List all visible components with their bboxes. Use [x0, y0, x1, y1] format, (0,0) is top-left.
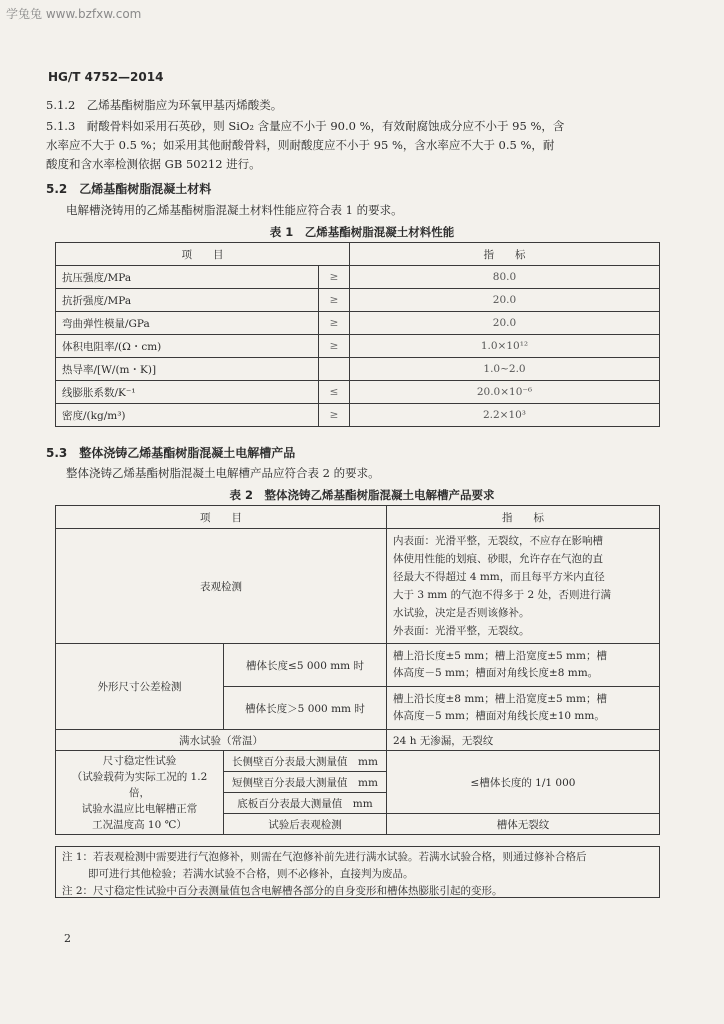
table1-symbol: ≥ — [319, 312, 350, 335]
table1-symbol: ≥ — [319, 335, 350, 358]
table1-value: 2.2×10³ — [350, 404, 660, 427]
note-2: 注 2：尺寸稳定性试验中百分表测量值包含电解槽各部分的自身变形和槽体热膨胀引起的变形。 — [62, 885, 503, 897]
stability-label-line: 工况温度高 10 ℃） — [92, 818, 187, 831]
clause-5-3-text: 整体浇铸乙烯基酯树脂混凝土电解槽产品应符合表 2 的要求。 — [66, 466, 380, 480]
stability-label-line: 试验水温应比电解槽正常 — [81, 802, 198, 815]
stability-sub-2: 短侧壁百分表最大测量值 mm — [224, 772, 387, 793]
stability-test-label — [56, 751, 224, 835]
dimension-value-line: 体高度－5 mm；槽面对角线长度±8 mm。 — [393, 667, 599, 679]
surface-inner-line: 体使用性能的划痕、砂眼，允许存在气泡的直 — [393, 553, 603, 565]
table-row — [56, 730, 660, 751]
dimension-value-line: 槽上沿长度±5 mm；槽上沿宽度±5 mm；槽 — [393, 650, 607, 662]
table1-symbol: ≥ — [319, 404, 350, 427]
table2-header-index: 指 标 — [387, 506, 660, 529]
surface-inner-line: 内表面：光滑平整，无裂纹，不应存在影响槽 — [393, 535, 603, 547]
stability-sub-1: 长侧壁百分表最大测量值 mm — [224, 751, 387, 772]
table1-item: 弯曲弹性模量/GPa — [56, 312, 319, 335]
table1-value: 20.0 — [350, 312, 660, 335]
table1-value: 1.0×10¹² — [350, 335, 660, 358]
table-row — [56, 289, 660, 312]
table1-header-item: 项 目 — [56, 243, 350, 266]
table1-symbol: ≥ — [319, 289, 350, 312]
table-row — [56, 335, 660, 358]
dimension-check-label: 外形尺寸公差检测 — [56, 644, 224, 730]
surface-outer-line: 外表面：光滑平整，无裂纹。 — [393, 625, 530, 637]
stability-label-line: 尺寸稳定性试验 — [102, 754, 177, 767]
table1-header-index: 指 标 — [350, 243, 660, 266]
table1-item: 热导率/[W/(m・K)] — [56, 358, 319, 381]
table-row — [56, 751, 660, 772]
stability-label-line: （试验载荷为实际工况的 1.2 倍， — [71, 770, 208, 799]
table2 — [55, 505, 660, 835]
surface-inner-line: 大于 3 mm 的气泡不得多于 2 处，否则进行满 — [393, 589, 611, 601]
clause-5-1-3-line3: 酸度和含水率检测依据 GB 50212 进行。 — [46, 157, 261, 171]
surface-inner-line: 径最大不得超过 4 mm，而且每平方米内直径 — [393, 571, 605, 583]
table1-value: 20.0 — [350, 289, 660, 312]
note-1-line2: 即可进行其他检验；若满水试验不合格，则不必修补，直接判为废品。 — [88, 868, 414, 880]
dimension-value-line: 体高度－5 mm；槽面对角线长度±10 mm。 — [393, 710, 605, 722]
table-row — [56, 312, 660, 335]
note-1-line1: 注 1：若表观检测中需要进行气泡修补，则需在气泡修补前先进行满水试验。若满水试验合格，则通过修补合格后 — [62, 851, 587, 863]
water-test-value: 24 h 无渗漏，无裂纹 — [387, 730, 660, 751]
water-test-label: 满水试验（常温） — [56, 730, 387, 751]
table2-header-item: 项 目 — [56, 506, 387, 529]
surface-inner-line: 水试验，决定是否则该修补。 — [393, 607, 530, 619]
dimension-condition-1: 槽体长度≤5 000 mm 时 — [224, 644, 387, 687]
dimension-value-line: 槽上沿长度±8 mm；槽上沿宽度±5 mm；槽 — [393, 693, 607, 705]
table-row — [56, 404, 660, 427]
table1 — [55, 242, 660, 427]
table2-caption: 表 2 整体浇铸乙烯基酯树脂混凝土电解槽产品要求 — [229, 488, 495, 502]
heading-5-2: 5.2 乙烯基酯树脂混凝土材料 — [46, 182, 212, 196]
table1-caption: 表 1 乙烯基酯树脂混凝土材料性能 — [269, 225, 455, 239]
stability-sub-3: 底板百分表最大测量值 mm — [224, 793, 387, 814]
table2-notes — [55, 846, 660, 898]
table-row — [56, 644, 660, 687]
dimension-condition-2: 槽体长度＞5 000 mm 时 — [224, 687, 387, 730]
table1-value: 80.0 — [350, 266, 660, 289]
table-row — [56, 529, 660, 644]
table1-item: 抗压强度/MPa — [56, 266, 319, 289]
table1-item: 密度/(kg/m³) — [56, 404, 319, 427]
table1-symbol: ≤ — [319, 381, 350, 404]
clause-5-1-3-line2: 水率应不大于 0.5 %；如采用其他耐酸骨料，则耐酸度应不小于 95 %，含水率应不大于 0.5 %，耐 — [46, 138, 555, 152]
surface-check-label: 表观检测 — [56, 529, 387, 644]
dimension-value-2 — [387, 687, 660, 730]
table1-item: 体积电阻率/(Ω・cm) — [56, 335, 319, 358]
surface-check-value — [387, 529, 660, 644]
table1-item: 线膨胀系数/K⁻¹ — [56, 381, 319, 404]
table-row — [56, 358, 660, 381]
table1-symbol: ≥ — [319, 266, 350, 289]
table1-value: 1.0~2.0 — [350, 358, 660, 381]
stability-value-4: 槽体无裂纹 — [387, 814, 660, 835]
table-row — [56, 381, 660, 404]
stability-sub-4: 试验后表观检测 — [224, 814, 387, 835]
table1-item: 抗折强度/MPa — [56, 289, 319, 312]
clause-5-1-3-line1: 5.1.3 耐酸骨料如采用石英砂，则 SiO₂ 含量应不小于 90.0 %，有效耐腐蚀成分应不小于 95 %，含 — [46, 119, 565, 133]
table1-symbol — [319, 358, 350, 381]
table2-header-row — [56, 506, 660, 529]
stability-value: ≤槽体长度的 1/1 000 — [387, 751, 660, 814]
clause-5-2-text: 电解槽浇铸用的乙烯基酯树脂混凝土材料性能应符合表 1 的要求。 — [66, 203, 403, 217]
table-row — [56, 266, 660, 289]
clause-5-1-2: 5.1.2 乙烯基酯树脂应为环氧甲基丙烯酸类。 — [46, 98, 283, 112]
standard-number: HG/T 4752—2014 — [48, 70, 164, 84]
table1-value: 20.0×10⁻⁶ — [350, 381, 660, 404]
dimension-value-1 — [387, 644, 660, 687]
table1-header-row — [56, 243, 660, 266]
page-number: 2 — [64, 932, 71, 945]
watermark-text: 学兔兔 www.bzfxw.com — [6, 7, 142, 21]
heading-5-3: 5.3 整体浇铸乙烯基酯树脂混凝土电解槽产品 — [46, 446, 296, 460]
